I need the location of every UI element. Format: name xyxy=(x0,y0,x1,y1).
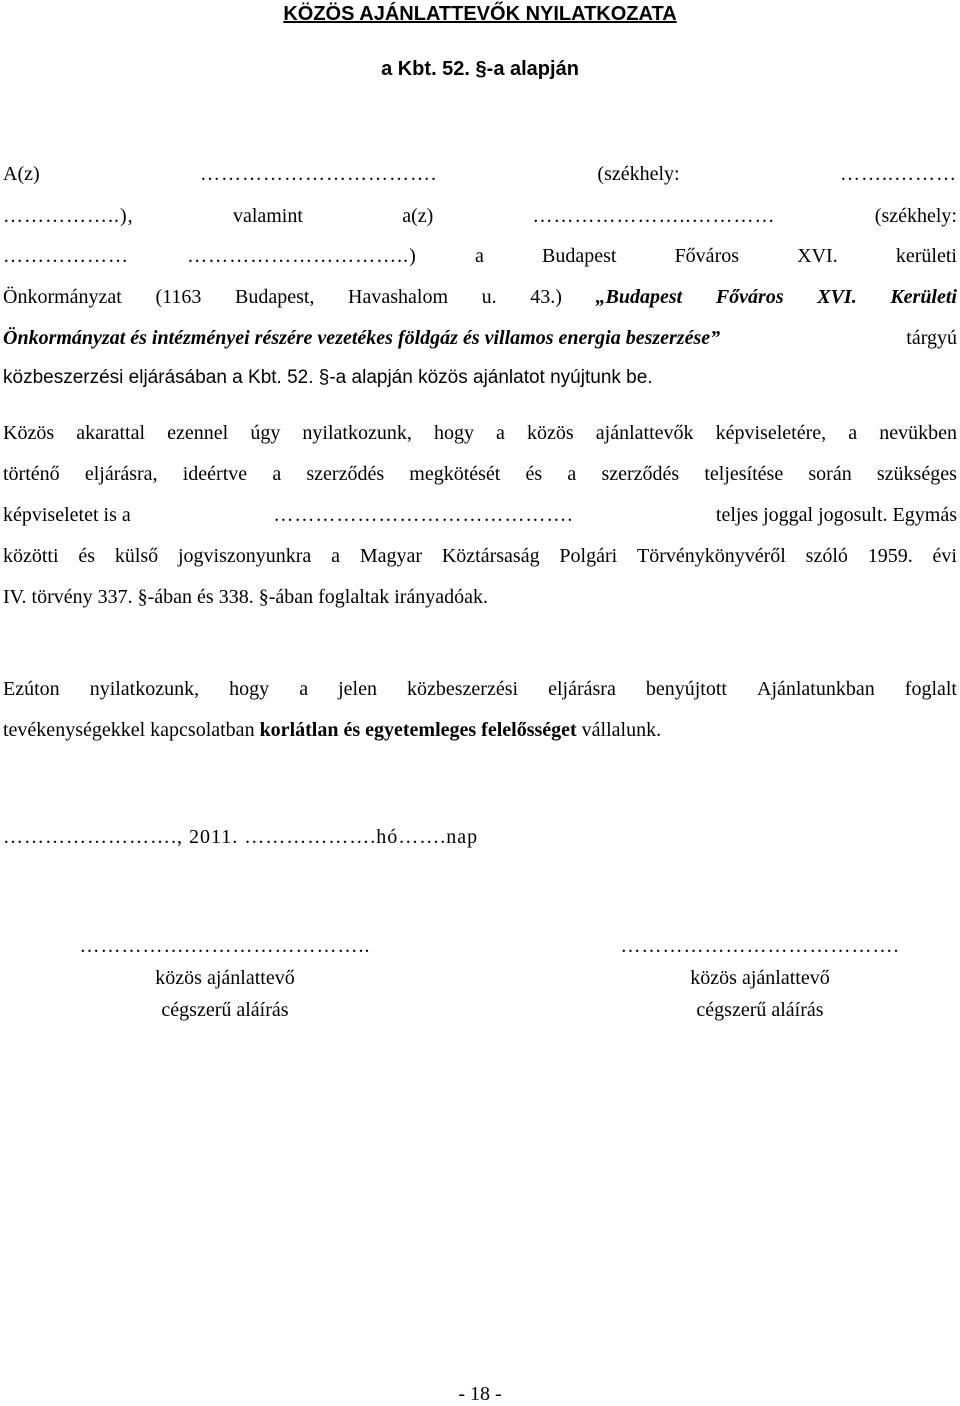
blank-dots: ……..……… xyxy=(840,163,957,185)
document-subtitle: a Kbt. 52. §-a alapján xyxy=(381,58,579,80)
word: közös xyxy=(527,422,574,444)
emphasis-word: „Budapest xyxy=(595,286,683,308)
word: és xyxy=(525,463,543,485)
word: szerződés xyxy=(601,463,680,485)
text: tevékenységekkel kapcsolatban xyxy=(3,719,255,741)
word: ajánlattevők xyxy=(595,422,694,444)
emphasis-text: Önkormányzat és intézményei részére vezetékes földgáz és villamos energia beszerzése” xyxy=(3,327,721,349)
word: úgy xyxy=(250,422,281,444)
word: a xyxy=(496,422,505,444)
word: A(z) xyxy=(3,163,40,185)
word: (1163 xyxy=(155,286,202,308)
word: kerületi xyxy=(895,245,957,267)
word: megkötését xyxy=(409,463,501,485)
para2-line4 xyxy=(3,545,957,568)
word: a(z) xyxy=(402,205,434,227)
signature-label: közös ajánlattevő xyxy=(690,967,830,989)
word: eljárásra, xyxy=(84,463,158,485)
para1-line1 xyxy=(3,163,957,186)
emphasis-word: Főváros xyxy=(715,286,784,308)
word: valamint xyxy=(232,205,303,227)
word: közbeszerzési xyxy=(407,678,519,700)
emphasis-word: XVI. xyxy=(817,286,857,308)
word: képviseletére, xyxy=(715,422,827,444)
word: történő xyxy=(3,463,60,485)
word: ezennel xyxy=(167,422,229,444)
word: a xyxy=(567,463,577,485)
word: nyilatkozunk, xyxy=(89,678,200,700)
blank-dots: ……………………………………. xyxy=(273,504,574,526)
word: benyújtott xyxy=(645,678,727,700)
date-line xyxy=(3,826,957,849)
word: a xyxy=(272,463,282,485)
word: (székhely: xyxy=(597,163,680,185)
word: szerződés xyxy=(306,463,385,485)
page-number: - 18 - xyxy=(458,1383,502,1405)
text: teljes joggal jogosult. Egymás xyxy=(715,504,957,526)
signature-caption: cégszerű aláírás xyxy=(161,999,289,1021)
word: eljárásra xyxy=(548,678,616,700)
para3-line2 xyxy=(3,719,957,742)
word: jelen xyxy=(338,678,377,700)
word: tárgyú xyxy=(906,327,957,349)
word: a xyxy=(331,545,341,567)
para1-line3 xyxy=(3,245,957,268)
word: Köztársaság xyxy=(441,545,540,567)
word: (székhely: xyxy=(874,205,957,227)
word: Havashalom xyxy=(348,286,449,308)
word: hogy xyxy=(433,422,474,444)
blank-dots: ……………..), xyxy=(3,205,134,227)
blank-dots: …………………………..) xyxy=(187,245,417,267)
word: évi xyxy=(932,545,957,567)
document-title: KÖZÖS AJÁNLATTEVŐK NYILATKOZATA xyxy=(283,3,677,25)
word: Ajánlatunkban xyxy=(757,678,875,700)
date-text: ……………………., 2011. ……………….hó…….nap xyxy=(3,826,479,848)
signature-block-right xyxy=(560,930,960,1026)
para2-line5 xyxy=(3,586,957,609)
word: akarattal xyxy=(76,422,146,444)
emphasis-word: Kerületi xyxy=(890,286,957,308)
word: u. xyxy=(481,286,497,308)
word: ideértve xyxy=(182,463,248,485)
signature-caption: cégszerű aláírás xyxy=(696,999,824,1021)
word: 43.) xyxy=(530,286,562,308)
signature-label: közös ajánlattevő xyxy=(155,967,295,989)
text: IV. törvény 337. §-ában és 338. §-ában foglaltak irányadóak. xyxy=(3,586,489,608)
para2-line3 xyxy=(3,504,957,527)
word: a xyxy=(474,245,484,267)
para2-line1 xyxy=(3,422,957,445)
word: szóló xyxy=(805,545,848,567)
word: közötti xyxy=(3,545,59,567)
word: foglalt xyxy=(904,678,957,700)
blank-dots: ……………………………. xyxy=(200,163,438,185)
signature-line: …………………………………. xyxy=(620,935,900,957)
blank-dots: …………………..………… xyxy=(532,205,776,227)
para1-line5 xyxy=(3,327,957,350)
para3-line1 xyxy=(3,678,957,701)
word: XVI. xyxy=(797,245,838,267)
para1-line6 xyxy=(3,367,957,389)
word: a xyxy=(299,678,309,700)
para1-line4 xyxy=(3,286,957,309)
word: Ezúton xyxy=(3,678,60,700)
word: során xyxy=(808,463,852,485)
para2-line2 xyxy=(3,463,957,486)
text: képviseletet is a xyxy=(3,504,131,526)
word: külső xyxy=(114,545,159,567)
word: Közös xyxy=(3,422,55,444)
word: Magyar xyxy=(359,545,423,567)
signature-block-left xyxy=(40,930,410,1026)
text: közbeszerzési eljárásában a Kbt. 52. §-a alapján közös ajánlatot nyújtunk be. xyxy=(3,367,653,388)
signature-line: …………….…………………….. xyxy=(79,935,371,957)
word: Törvénykönyvéről xyxy=(636,545,786,567)
word: a xyxy=(848,422,858,444)
word: Önkormányzat xyxy=(3,286,122,308)
word: nevükben xyxy=(879,422,957,444)
word: Budapest xyxy=(541,245,617,267)
text: vállalunk. xyxy=(581,719,662,741)
word: Főváros xyxy=(674,245,740,267)
word: 1959. xyxy=(867,545,913,567)
word: jogviszonyunkra xyxy=(178,545,312,567)
blank-dots: ……………… xyxy=(3,245,129,267)
word: és xyxy=(78,545,96,567)
word: teljesítése xyxy=(704,463,784,485)
word: hogy xyxy=(229,678,270,700)
word: Polgári xyxy=(559,545,618,567)
para1-line2 xyxy=(3,205,957,228)
word: nyilatkozunk, xyxy=(302,422,412,444)
word: szükséges xyxy=(876,463,957,485)
word: Budapest, xyxy=(235,286,315,308)
bold-text: korlátlan és egyetemleges felelősséget xyxy=(259,719,577,741)
